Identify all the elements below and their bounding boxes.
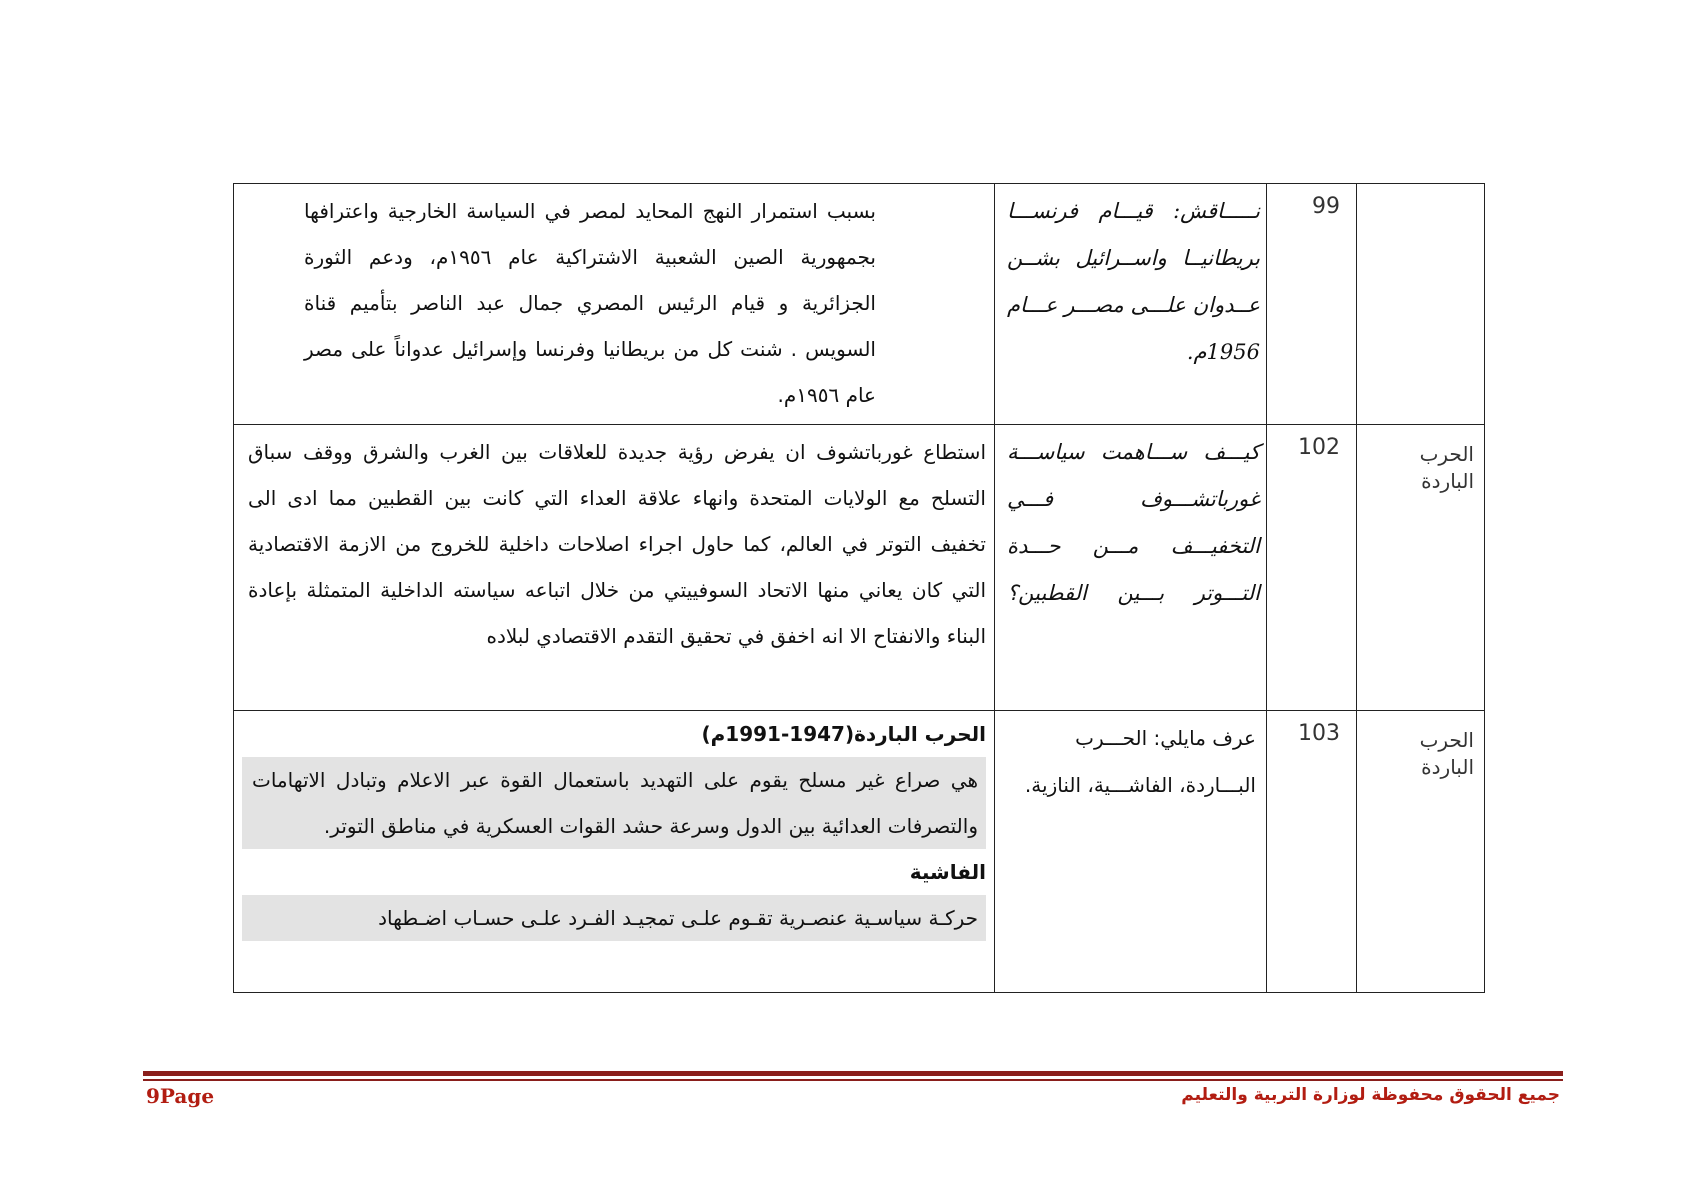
topic-label: الحرب الباردة xyxy=(1419,442,1474,493)
question-text: كيـــف ســـاهمت سياســـة غورباتشـــوف فـــي التخفيـــف مـــن حـــدة التـــوتر بـــين القطبين؟ xyxy=(1007,440,1260,605)
topic-cell xyxy=(1357,711,1485,993)
term-heading: الفاشية xyxy=(909,860,986,884)
term-definition: حركـة سياسـية عنصـرية تقـوم علـى تمجيـد الفـرد علـى حسـاب اضـطهاد xyxy=(242,895,986,941)
question-text: عرف مايلي: الحـــرب البـــاردة، الفاشـــية، النازية. xyxy=(1024,726,1256,797)
answer-text: استطاع غورباتشوف ان يفرض رؤية جديدة للعلاقات بين الغرب والشرق ووقف سباق التسلح مع الولايات المتحدة وانهاء علاقة العداء التي كانت بين القطبين مما ادى الى تخفيف التوتر في العالم، كما حاول اجراء اصلاحات داخلية للخروج من الازمة الاقتصادية التي كان يعاني منها الاتحاد السوفييتي من خلال اتباعه سياسته الداخلية المتمثلة بإعادة البناء والانفتاح الا انه اخفق في تحقيق التقدم الاقتصادي لبلاده xyxy=(248,440,986,648)
question-number: 102 xyxy=(1298,435,1340,460)
topic-cell xyxy=(1357,184,1485,425)
question-cell xyxy=(995,425,1267,711)
question-number: 103 xyxy=(1298,721,1340,746)
question-text: نـــــاقش: قيـــام فرنســـا بريطانيــا واســرائيل بشــن عــدوان علـــى مصـــر عـــام 1956م. xyxy=(1007,199,1260,364)
term-definition: هي صراع غير مسلح يقوم على التهديد باستعمال القوة عبر الاعلام وتبادل الاتهامات والتصرفات العدائية بين الدول وسرعة حشد القوات العسكرية في مناطق التوتر. xyxy=(242,757,986,849)
table-row xyxy=(234,184,1485,425)
questions-table xyxy=(233,183,1485,993)
term-heading: الحرب الباردة(1947-1991م) xyxy=(701,722,986,746)
question-cell xyxy=(995,184,1267,425)
question-number: 99 xyxy=(1312,194,1340,219)
copyright-notice: جميع الحقوق محفوظة لوزارة التربية والتعليم xyxy=(1181,1085,1560,1105)
question-cell xyxy=(995,711,1267,993)
topic-label: الحرب الباردة xyxy=(1419,728,1474,779)
number-cell xyxy=(1267,711,1357,993)
number-cell xyxy=(1267,425,1357,711)
footer-divider-thin xyxy=(143,1079,1563,1081)
table-row xyxy=(234,711,1485,993)
table-row xyxy=(234,425,1485,711)
answer-text: بسبب استمرار النهج المحايد لمصر في السياسة الخارجية واعترافها بجمهورية الصين الشعبية الاشتراكية عام ١٩٥٦م، ودعم الثورة الجزائرية و قيام الرئيس المصري جمال عبد الناصر بتأميم قناة السويس . شنت كل من بريطانيا وفرنسا وإسرائيل عدواناً على مصر عام ١٩٥٦م. xyxy=(304,199,876,407)
topic-label xyxy=(1357,184,1484,200)
answer-cell xyxy=(234,425,995,711)
footer-divider xyxy=(143,1071,1563,1076)
page-number: 9Page xyxy=(146,1084,215,1108)
topic-cell xyxy=(1357,425,1485,711)
answer-cell xyxy=(234,711,995,993)
answer-cell xyxy=(234,184,995,425)
number-cell xyxy=(1267,184,1357,425)
